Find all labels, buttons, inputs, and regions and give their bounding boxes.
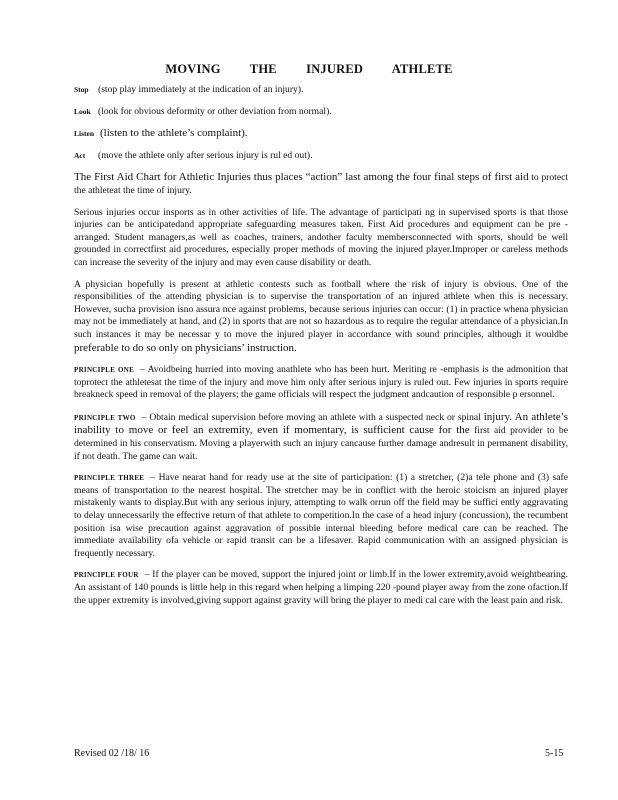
step-text: (move the athlete only after serious injury is rul ed out). [98,149,313,161]
paragraph-lead: The First Aid Chart for Athletic Injuries thus places “action” last among the four final steps of first aid [74,171,529,184]
step-stop [74,84,568,97]
principle-four [74,569,568,607]
paragraph-first-aid-chart [74,171,568,197]
step-text: (stop play immediately at the indication of an injury). [98,84,304,95]
document-body [74,84,568,616]
step-key: Look [74,106,91,116]
principle-one [74,364,568,402]
paragraph-physician [74,279,568,356]
step-look [74,106,568,119]
paragraph-rest: to protect the athleteat the time of injury. [74,172,569,196]
step-key: Listen [74,129,95,139]
step-key: Act [74,150,86,160]
page-number: 5-15 [545,748,564,759]
page-title: MOVING THE INJURED ATHLETE [165,62,453,76]
revised-date: Revised 02 /18/ 16 [74,748,150,759]
step-act [74,150,568,163]
principle-text: – Avoidbeing hurried into moving anathlete who has been hurt. Meriting re -emphasis is the admonition that toprotect the athletesat the time of the injury and move him only after serious injury is ruled out. Few injuries in sports require breakneck speed in removal of the players; the game officials will respect the judgment andcaution of responsible p ersonnel. [74,364,569,401]
principle-two [74,411,568,463]
principle-label: PRINCIPLE TWO [74,413,136,422]
step-text: (look for obvious deformity or other deviation from normal). [98,105,332,117]
principle-text: – If the player can be moved, support the injured joint or limb.If in the lower extremity,avoid weightbearing. An assistant of 140 pounds is little help in this regard when helping a limping 220 -pound player away from the zone ofaction.If the upper extremity is involved,giving support against gravity will bring the player to medi cal care with the least pain and risk. [74,569,568,606]
paragraph-serious-injuries: Serious injuries occur insports as in other activities of life. The advantage of participati ng in supervised sports is that those injuries can be anticipatedand appropriate safeguarding measures taken. First Aid procedures and equipment can be pre -arranged. Student managers,as well as coaches, trainers, andother faculty membersconnected with sports, should be well grounded in correctfirst aid procedures, especially proper methods of moving the injured player.Improper or careless methods can increase the severity of the injury and may even cause disability or death. [74,206,568,268]
principle-rest: first aid provider to be determined in his conservatism. Moving a playerwith such an injury cancause further damage andresult in permanent disability, if not death. The game can wait. [74,425,568,462]
principle-label: PRINCIPLE FOUR [74,571,139,580]
principle-label: PRINCIPLE THREE [74,474,145,483]
principle-three [74,472,568,560]
step-key: Stop [74,85,89,94]
paragraph-text: A physician hopefully is present at athletic contests such as football where the risk of injury is obvious. One of the responsibilities of the attending physician is to supervise the transportation of an injured athlete when this is necessary. However, sucha provision isno assura nce against problems, because serious injuries can occur: (1) in practice whena physician may not be immediately at hand, and (2) in sports that are not so hazardous as to require the regular attendance of a physician.In such instances it may be necessar y to move the injured player in accordance with sound principles, although it wouldbe [74,278,568,340]
principle-text: – Have nearat hand for ready use at the site of participation: (1) a stretcher, (2)a tele phone and (3) safe means of transportation to the nearest hospital. The stretcher may be in conflict with the heroic stoicism an injured player mistakenly wants to display.But with any serious injury, attempting to walk orrun off the field may be suffici ently aggravating to delay unnecessarily the effective return of that athlete to competition.In the case of a head injury (concussion), the recumbent position isa wise precaution against aggravation of possible internal bleeding before medical care can be reached. The immediate availability ofa vehicle or rapid transit can be a lifesaver. Rapid communication with an assigned physician is frequently necessary. [74,472,568,559]
step-listen [74,127,568,141]
principle-label: PRINCIPLE ONE [74,366,135,375]
paragraph-tail: preferable to do so only on physicians’ instruction. [74,341,297,354]
principle-emphasis: injury. An athlete’s inability to move or feel an extremity, even if momentary, is sufficient cause for the [74,410,569,437]
principle-text: – Obtain medical supervision before moving an athlete with a suspected neck or spinal [141,411,481,423]
step-text: (listen to the athlete’s complaint). [100,127,248,140]
